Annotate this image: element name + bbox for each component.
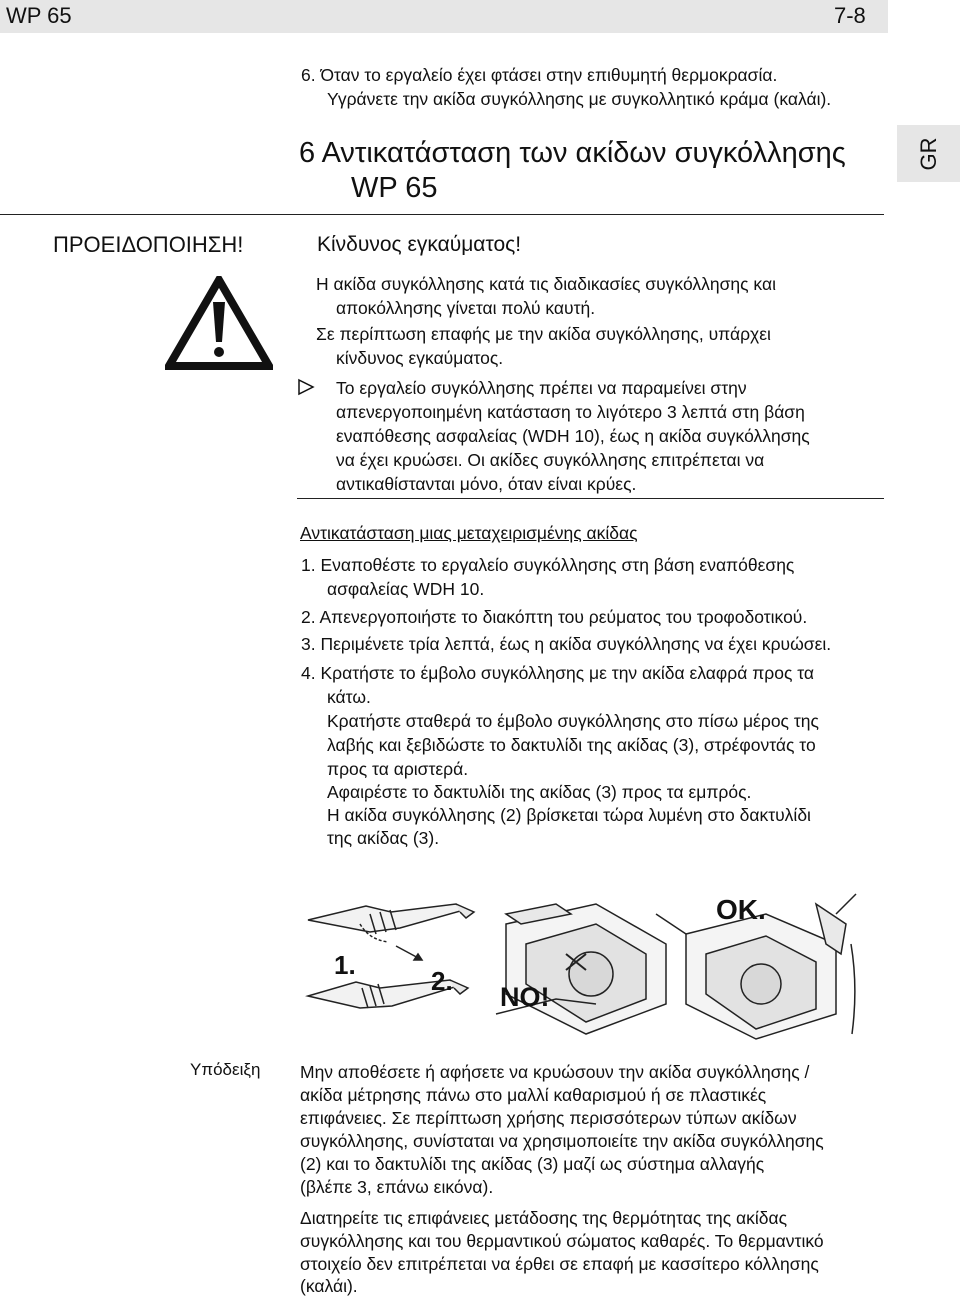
language-tab-label: GR [915, 137, 941, 170]
section-rule [0, 214, 884, 215]
warning-p1-line-2: αποκόλλησης γίνεται πολύ καυτή. [336, 298, 596, 318]
step-3: 3. Περιμένετε τρία λεπτά, έως η ακίδα συγκόλλησης να έχει κρυώσει. [301, 634, 832, 654]
note-p2-line-1: Διατηρείτε τις επιφάνειες μετάδοσης της θερμότητας της ακίδας [300, 1208, 788, 1228]
step-4-line-8: της ακίδας (3). [327, 828, 440, 848]
warning-p3-line-2: απενεργοποιημένη κατάσταση το λιγότερο 3 λεπτά στη βάση [336, 402, 805, 422]
intro-line-1: 6. Όταν το εργαλείο έχει φτάσει στην επιθυμητή θερμοκρασία. [301, 65, 778, 85]
language-tab [897, 125, 960, 182]
warning-p3-line-5: αντικαθίστανται μόνο, όταν είναι κρύες. [336, 474, 637, 494]
note-p1-line-3: επιφάνειες. Σε περίπτωση χρήσης περισσότερων τύπων ακίδων [300, 1108, 797, 1128]
step-4-line-6: Αφαιρέστε το δακτυλίδι της ακίδας (3) προς τα εμπρός. [327, 782, 752, 802]
note-p2-line-3: στοιχείο δεν επιτρέπεται να έρθει σε επαφή με κασσίτερο κόλλησης [300, 1254, 819, 1274]
step-4-line-1: 4. Κρατήστε το έμβολο συγκόλλησης με την ακίδα ελαφρά προς τα [301, 663, 815, 683]
warning-heading: Κίνδυνος εγκαύματος! [317, 233, 522, 256]
step-4-line-3: Κρατήστε σταθερά το έμβολο συγκόλλησης στο πίσω μέρος της [327, 711, 819, 731]
step-1-line-2: ασφαλείας WDH 10. [327, 579, 485, 599]
figure-label-ok: OK. [716, 894, 766, 925]
section-title: 6 Αντικατάσταση των ακίδων συγκόλλησης [299, 137, 846, 169]
page-header [0, 0, 888, 33]
header-doc-title: WP 65 [6, 3, 72, 28]
warning-p2-line-1: Σε περίπτωση επαφής με την ακίδα συγκόλλησης, υπάρχει [316, 324, 771, 344]
step-4-line-4: λαβής και ξεβιδώστε το δακτυλίδι της ακίδας (3), στρέφοντάς το [327, 735, 816, 755]
note-p1-line-1: Μην αποθέσετε ή αφήσετε να κρυώσουν την ακίδα συγκόλλησης / [300, 1062, 810, 1082]
subheading: Αντικατάσταση μιας μεταχειρισμένης ακίδας [300, 523, 638, 543]
step-4-line-2: κάτω. [327, 687, 371, 707]
note-p1-line-5: (2) και το δακτυλίδι της ακίδας (3) μαζί ως σύστημα αλλαγής [300, 1154, 765, 1174]
warning-rule [297, 498, 884, 499]
note-p1-line-4: συγκόλλησης, συνίσταται να χρησιμοποιείτε την ακίδα συγκόλλησης [300, 1131, 824, 1151]
warning-p3-line-3: εναπόθεσης ασφαλείας (WDH 10), έως η ακίδα συγκόλλησης [336, 426, 810, 446]
intro-line-2: Υγράνετε την ακίδα συγκόλλησης με συγκολλητικό κράμα (καλάι). [327, 89, 832, 109]
note-p2-line-4: (καλάι). [300, 1276, 358, 1296]
header-page-number: 7-8 [834, 3, 866, 28]
section-title-2: WP 65 [351, 172, 438, 204]
note-p1-line-6: (βλέπε 3, επάνω εικόνα). [300, 1177, 494, 1197]
warning-label: ΠΡΟΕΙΔΟΠΟΙΗΣΗ! [53, 232, 244, 257]
figure-label-no: NO! [500, 982, 550, 1012]
step-4-line-5: προς τα αριστερά. [327, 759, 469, 779]
warning-p3-line-4: να έχει κρυώσει. Οι ακίδες συγκόλλησης επιτρέπεται να [336, 450, 765, 470]
warning-p1-line-1: Η ακίδα συγκόλλησης κατά τις διαδικασίες συγκόλλησης και [316, 274, 776, 294]
step-4-line-7: Η ακίδα συγκόλλησης (2) βρίσκεται τώρα λυμένη στο δακτυλίδι [327, 805, 811, 825]
warning-p3-line-1: Το εργαλείο συγκόλλησης πρέπει να παραμείνει στην [336, 378, 747, 398]
note-label: Υπόδειξη [190, 1060, 261, 1079]
note-p2-line-2: συγκόλλησης και του θερμαντικού σώματος καθαρές. Το θερμαντικό [300, 1231, 824, 1251]
figure-illustration [296, 884, 862, 1042]
step-2: 2. Απενεργοποιήστε το διακόπτη του ρεύματος του τροφοδοτικού. [301, 607, 808, 627]
step-1-line-1: 1. Εναποθέστε το εργαλείο συγκόλλησης στη βάση εναπόθεσης [301, 555, 795, 575]
note-p1-line-2: ακίδα μέτρησης πάνω στο μαλλί καθαρισμού ή σε πλαστικές [300, 1085, 767, 1105]
figure-label-step-2: 2. [431, 966, 453, 996]
warning-p2-line-2: κίνδυνος εγκαύματος. [336, 348, 504, 368]
triangle-bullet-icon [297, 378, 315, 396]
tip-replacement-figure [296, 884, 862, 1042]
figure-label-step-1: 1. [334, 950, 356, 980]
warning-triangle-icon [165, 276, 273, 370]
